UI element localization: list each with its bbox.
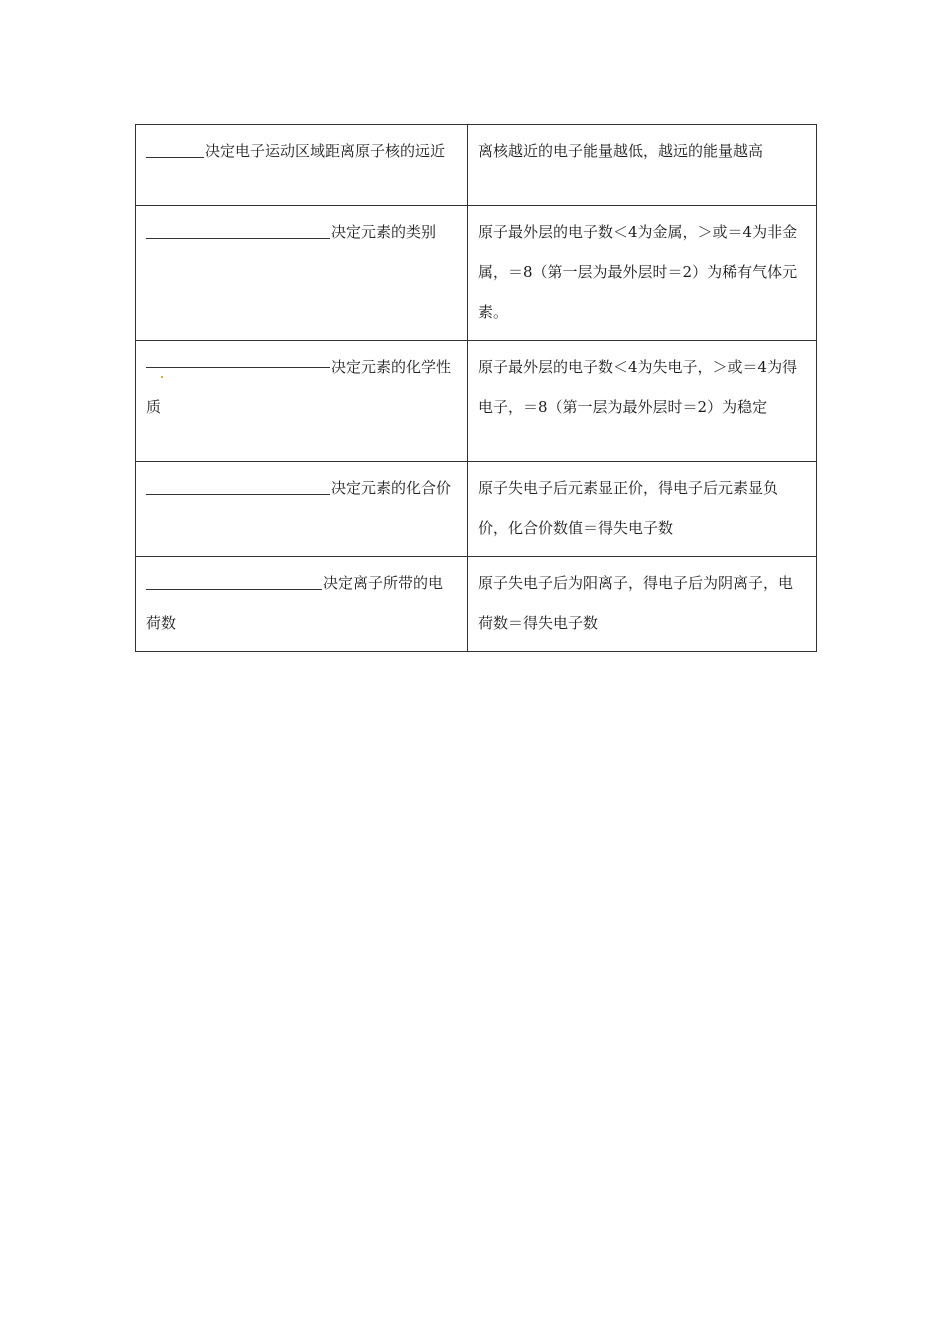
table-row [136, 557, 817, 652]
left-cell-text: 决定离子所带的电荷数 [146, 574, 444, 632]
left-cell-text: 决定元素的类别 [331, 223, 437, 241]
right-cell [468, 341, 817, 462]
table-row [136, 341, 817, 462]
table-row [136, 125, 817, 206]
right-cell [468, 206, 817, 341]
right-cell [468, 462, 817, 557]
table-row [136, 206, 817, 341]
fill-in-blank[interactable] [146, 349, 330, 368]
left-cell [136, 206, 468, 341]
left-cell-text: 决定元素的化学性质 [146, 358, 452, 416]
right-cell-text: 原子最外层的电子数＜4为失电子，＞或＝4为得电子，＝8（第一层为最外层时＝2）为稳定 [478, 358, 798, 416]
left-cell [136, 462, 468, 557]
left-cell [136, 341, 468, 462]
fill-in-blank[interactable] [146, 139, 204, 158]
right-cell-text: 原子失电子后元素显正价，得电子后元素显负价，化合价数值＝得失电子数 [478, 479, 779, 537]
fill-in-blank[interactable] [146, 571, 322, 590]
right-cell [468, 557, 817, 652]
left-cell-text: 决定电子运动区域距离原子核的远近 [205, 142, 446, 160]
fill-in-blank[interactable] [146, 220, 330, 239]
right-cell-text: 离核越近的电子能量越低，越远的能量越高 [478, 142, 764, 160]
atomic-structure-table [135, 124, 817, 652]
fill-in-blank[interactable] [146, 476, 330, 495]
right-cell [468, 125, 817, 206]
right-cell-text: 原子最外层的电子数＜4为金属，＞或＝4为非金属，＝8（第一层为最外层时＝2）为稀有气体元素。 [478, 223, 798, 321]
left-cell [136, 125, 468, 206]
table-row [136, 462, 817, 557]
left-cell-text: 决定元素的化合价 [331, 479, 452, 497]
right-cell-text: 原子失电子后为阳离子，得电子后为阴离子，电荷数＝得失电子数 [478, 574, 794, 632]
left-cell [136, 557, 468, 652]
